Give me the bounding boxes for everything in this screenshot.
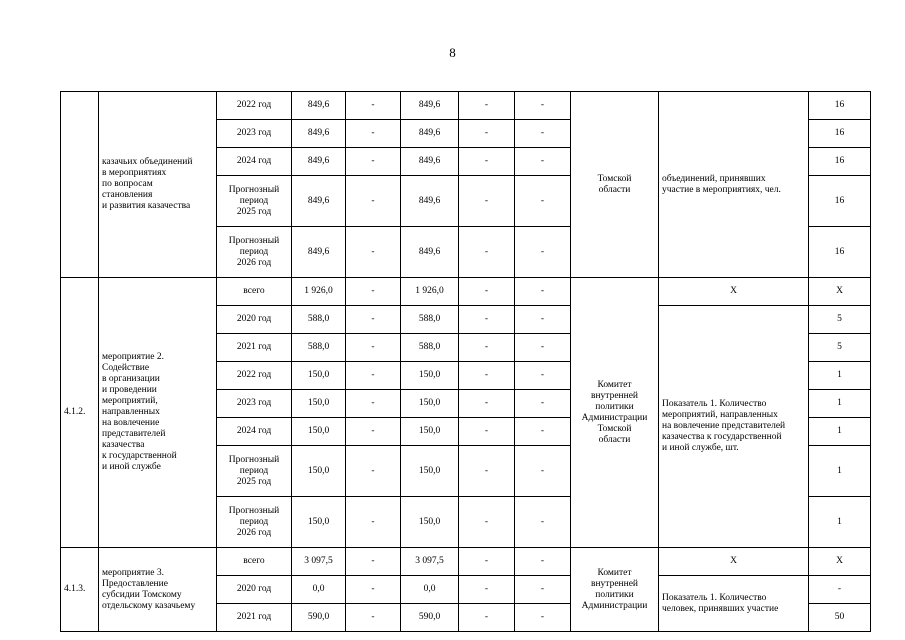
regional-cell: 849,6: [401, 176, 459, 227]
federal-cell: -: [346, 278, 401, 306]
federal-cell: -: [346, 418, 401, 446]
total-cell: 849,6: [292, 176, 346, 227]
local-cell: -: [459, 92, 515, 120]
federal-cell: -: [346, 576, 401, 604]
extra-cell: -: [515, 390, 571, 418]
regional-cell: 3 097,5: [401, 548, 459, 576]
year-cell: 2022 год: [217, 362, 292, 390]
year-cell: Прогнозный период 2025 год: [217, 446, 292, 497]
year-cell: Прогнозный период 2026 год: [217, 497, 292, 548]
extra-cell: -: [515, 576, 571, 604]
regional-cell: 849,6: [401, 92, 459, 120]
page-number: 8: [449, 45, 456, 60]
local-cell: -: [459, 497, 515, 548]
item-name: мероприятие 2. Содействие в организации и проведении мероприятий, направленных на вовлечение представителей казачества к государственной и иной службе: [99, 278, 217, 548]
local-cell: -: [459, 604, 515, 632]
extra-cell: -: [515, 92, 571, 120]
regional-cell: 150,0: [401, 418, 459, 446]
extra-cell: -: [515, 418, 571, 446]
total-cell: 150,0: [292, 390, 346, 418]
extra-cell: -: [515, 176, 571, 227]
item-name: мероприятие 3. Предоставление субсидии Томскому отдельскому казачьему: [99, 548, 217, 632]
target-value-cell: 16: [809, 227, 871, 278]
indicator-cell: объединений, принявших участие в мероприятиях, чел.: [659, 92, 809, 278]
target-value-cell: 16: [809, 176, 871, 227]
total-cell: 1 926,0: [292, 278, 346, 306]
year-cell: 2023 год: [217, 390, 292, 418]
table-row: [61, 548, 871, 576]
local-cell: -: [459, 418, 515, 446]
federal-cell: -: [346, 92, 401, 120]
year-cell: 2021 год: [217, 604, 292, 632]
federal-cell: -: [346, 176, 401, 227]
federal-cell: -: [346, 446, 401, 497]
extra-cell: -: [515, 278, 571, 306]
target-value-cell: 50: [809, 604, 871, 632]
federal-cell: -: [346, 306, 401, 334]
regional-cell: 150,0: [401, 446, 459, 497]
total-cell: 3 097,5: [292, 548, 346, 576]
regional-cell: 588,0: [401, 334, 459, 362]
year-cell: Прогнозный период 2026 год: [217, 227, 292, 278]
regional-cell: 588,0: [401, 306, 459, 334]
target-value-cell: 1: [809, 362, 871, 390]
extra-cell: -: [515, 548, 571, 576]
regional-cell: 849,6: [401, 148, 459, 176]
year-cell: 2023 год: [217, 120, 292, 148]
year-cell: всего: [217, 278, 292, 306]
federal-cell: -: [346, 334, 401, 362]
extra-cell: -: [515, 120, 571, 148]
year-cell: 2020 год: [217, 306, 292, 334]
year-cell: 2021 год: [217, 334, 292, 362]
federal-cell: -: [346, 362, 401, 390]
local-cell: -: [459, 120, 515, 148]
target-value-cell: X: [809, 548, 871, 576]
target-value-cell: 1: [809, 446, 871, 497]
regional-cell: 150,0: [401, 390, 459, 418]
target-value-cell: 16: [809, 148, 871, 176]
federal-cell: -: [346, 497, 401, 548]
local-cell: -: [459, 576, 515, 604]
total-cell: 590,0: [292, 604, 346, 632]
item-number: 4.1.3.: [61, 548, 99, 632]
table-row: [61, 278, 871, 306]
program-table: [60, 91, 871, 632]
extra-cell: -: [515, 604, 571, 632]
total-cell: 150,0: [292, 362, 346, 390]
executor-cell: Томской области: [571, 92, 659, 278]
federal-cell: -: [346, 548, 401, 576]
local-cell: -: [459, 278, 515, 306]
item-number: 4.1.2.: [61, 278, 99, 548]
regional-cell: 590,0: [401, 604, 459, 632]
federal-cell: -: [346, 390, 401, 418]
federal-cell: -: [346, 148, 401, 176]
total-cell: 588,0: [292, 306, 346, 334]
federal-cell: -: [346, 227, 401, 278]
indicator-cell: Показатель 1. Количество мероприятий, направленных на вовлечение представителей казачества к государственной и иной службе, шт.: [659, 306, 809, 548]
local-cell: -: [459, 306, 515, 334]
extra-cell: -: [515, 227, 571, 278]
regional-cell: 150,0: [401, 362, 459, 390]
executor-cell: Комитет внутренней политики Администрации Томской области: [571, 278, 659, 548]
target-value-cell: 5: [809, 334, 871, 362]
federal-cell: -: [346, 120, 401, 148]
item-name: казачьих объединений в мероприятиях по вопросам становления и развития казачества: [99, 92, 217, 278]
regional-cell: 849,6: [401, 227, 459, 278]
year-cell: 2024 год: [217, 148, 292, 176]
target-value-cell: 5: [809, 306, 871, 334]
regional-cell: 1 926,0: [401, 278, 459, 306]
executor-cell: Комитет внутренней политики Администрации: [571, 548, 659, 632]
total-cell: 849,6: [292, 120, 346, 148]
indicator-cell: X: [659, 548, 809, 576]
local-cell: -: [459, 362, 515, 390]
total-cell: 849,6: [292, 92, 346, 120]
extra-cell: -: [515, 446, 571, 497]
extra-cell: -: [515, 497, 571, 548]
total-cell: 0,0: [292, 576, 346, 604]
target-value-cell: -: [809, 576, 871, 604]
target-value-cell: 16: [809, 120, 871, 148]
target-value-cell: 1: [809, 418, 871, 446]
local-cell: -: [459, 334, 515, 362]
total-cell: 150,0: [292, 497, 346, 548]
local-cell: -: [459, 227, 515, 278]
year-cell: 2022 год: [217, 92, 292, 120]
local-cell: -: [459, 390, 515, 418]
total-cell: 150,0: [292, 446, 346, 497]
indicator-cell: X: [659, 278, 809, 306]
extra-cell: -: [515, 148, 571, 176]
year-cell: 2024 год: [217, 418, 292, 446]
extra-cell: -: [515, 306, 571, 334]
extra-cell: -: [515, 334, 571, 362]
total-cell: 849,6: [292, 148, 346, 176]
item-number: [61, 92, 99, 278]
target-value-cell: 16: [809, 92, 871, 120]
total-cell: 588,0: [292, 334, 346, 362]
local-cell: -: [459, 148, 515, 176]
local-cell: -: [459, 446, 515, 497]
year-cell: всего: [217, 548, 292, 576]
federal-cell: -: [346, 604, 401, 632]
table-row: [61, 92, 871, 120]
year-cell: Прогнозный период 2025 год: [217, 176, 292, 227]
local-cell: -: [459, 548, 515, 576]
regional-cell: 849,6: [401, 120, 459, 148]
target-value-cell: 1: [809, 497, 871, 548]
year-cell: 2020 год: [217, 576, 292, 604]
target-value-cell: X: [809, 278, 871, 306]
indicator-cell: Показатель 1. Количество человек, принявших участие: [659, 576, 809, 632]
total-cell: 150,0: [292, 418, 346, 446]
total-cell: 849,6: [292, 227, 346, 278]
regional-cell: 150,0: [401, 497, 459, 548]
local-cell: -: [459, 176, 515, 227]
target-value-cell: 1: [809, 390, 871, 418]
regional-cell: 0,0: [401, 576, 459, 604]
extra-cell: -: [515, 362, 571, 390]
